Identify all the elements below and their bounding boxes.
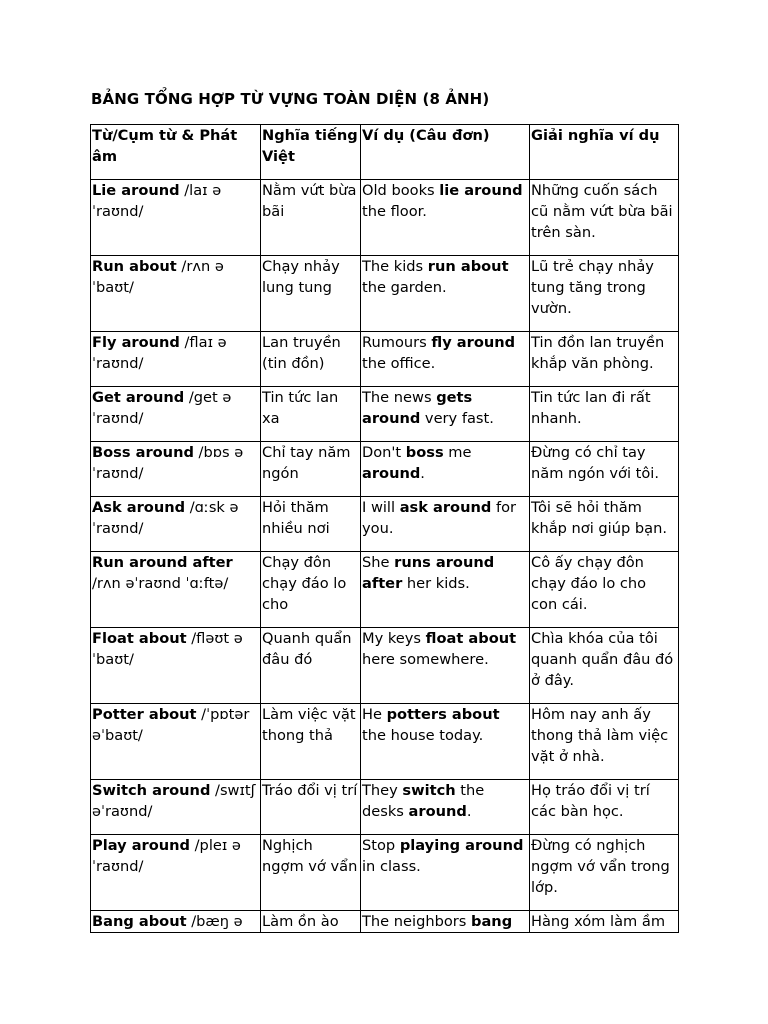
text-run: me <box>443 444 472 461</box>
example-cell <box>361 442 530 497</box>
example-cell <box>361 552 530 628</box>
term-cell <box>91 704 261 780</box>
text-run: He <box>362 706 387 723</box>
text-run: My keys <box>362 630 426 647</box>
text-run: the garden. <box>362 279 447 296</box>
example-cell <box>361 256 530 332</box>
term-cell <box>91 442 261 497</box>
text-run: the desks <box>362 782 485 820</box>
example-cell <box>361 387 530 442</box>
bold-text: Potter about <box>92 706 197 723</box>
meaning-cell: Làm việc vặt thong thả <box>261 704 361 780</box>
explanation-cell: Cô ấy chạy đôn chạy đáo lo cho con cái. <box>530 552 679 628</box>
bold-text: run about <box>427 258 509 275</box>
text-run: for you. <box>362 499 517 537</box>
text-run: /fləʊt ə ˈbaʊt/ <box>92 630 243 668</box>
text-run: her kids. <box>402 575 470 592</box>
term-cell <box>91 628 261 704</box>
table-row <box>91 180 679 256</box>
meaning-cell: Quanh quẩn đâu đó <box>261 628 361 704</box>
page-title: BẢNG TỔNG HỢP TỪ VỰNG TOÀN DIỆN (8 ẢNH) <box>91 90 490 108</box>
explanation-cell: Lũ trẻ chạy nhảy tung tăng trong vườn. <box>530 256 679 332</box>
meaning-cell: Tráo đổi vị trí <box>261 780 361 835</box>
explanation-cell: Họ tráo đổi vị trí các bàn học. <box>530 780 679 835</box>
term-cell <box>91 332 261 387</box>
table-row <box>91 552 679 628</box>
table-row <box>91 387 679 442</box>
term-cell <box>91 387 261 442</box>
example-cell <box>361 497 530 552</box>
text-run: . <box>466 803 472 820</box>
text-run: /laɪ ə ˈraʊnd/ <box>92 182 222 220</box>
explanation-cell: Tin đồn lan truyền khắp văn phòng. <box>530 332 679 387</box>
text-run: /flaɪ ə ˈraʊnd/ <box>92 334 227 372</box>
text-run: The news <box>362 389 437 406</box>
bold-text: playing around <box>399 837 524 854</box>
text-run: the floor. <box>362 203 427 220</box>
bold-text: boss <box>405 444 444 461</box>
text-run: . <box>420 465 425 482</box>
text-run: The kids <box>362 258 428 275</box>
table-row <box>91 256 679 332</box>
table-row <box>91 442 679 497</box>
bold-text: Run around after <box>92 554 233 571</box>
text-run: Old books <box>362 182 440 199</box>
text-run: /ɑːsk ə ˈraʊnd/ <box>92 499 239 537</box>
text-run: The neighbors <box>362 913 472 930</box>
meaning-cell: Lan truyền (tin đồn) <box>261 332 361 387</box>
text-run: /pleɪ ə ˈraʊnd/ <box>92 837 241 875</box>
term-cell <box>91 780 261 835</box>
text-run: /ˈpɒtər əˈbaʊt/ <box>92 706 250 744</box>
table-row <box>91 911 679 933</box>
table-row <box>91 497 679 552</box>
text-run: She <box>362 554 395 571</box>
table-row <box>91 704 679 780</box>
text-run: the house today. <box>362 727 484 744</box>
example-cell <box>361 332 530 387</box>
text-run: /bɒs ə ˈraʊnd/ <box>92 444 244 482</box>
text-run: the office. <box>362 355 436 372</box>
bold-text: around <box>408 803 467 820</box>
header-explanation: Giải nghĩa ví dụ <box>530 125 679 180</box>
meaning-cell: Làm ồn ào <box>261 911 361 933</box>
meaning-cell: Nghịch ngợm vớ vẩn <box>261 835 361 911</box>
text-run: Rumours <box>362 334 432 351</box>
bold-text: Fly around <box>92 334 180 351</box>
text-run: /get ə ˈraʊnd/ <box>92 389 232 427</box>
text-run: I will <box>362 499 400 516</box>
meaning-cell: Chạy nhảy lung tung <box>261 256 361 332</box>
explanation-cell: Hôm nay anh ấy thong thả làm việc vặt ở nhà. <box>530 704 679 780</box>
bold-text: Switch around <box>92 782 211 799</box>
header-meaning: Nghĩa tiếng Việt <box>261 125 361 180</box>
bold-text: Get around <box>92 389 185 406</box>
term-cell <box>91 180 261 256</box>
meaning-cell: Chỉ tay năm ngón <box>261 442 361 497</box>
bold-text: Bang about <box>92 913 187 930</box>
meaning-cell: Nằm vứt bừa bãi <box>261 180 361 256</box>
bold-text: Float about <box>92 630 187 647</box>
example-cell <box>361 780 530 835</box>
explanation-cell: Đừng có nghịch ngợm vớ vẩn trong lớp. <box>530 835 679 911</box>
text-run: very fast. <box>420 410 494 427</box>
text-run: Stop <box>362 837 400 854</box>
term-cell <box>91 497 261 552</box>
table-row <box>91 835 679 911</box>
text-run: /rʌn ə ˈbaʊt/ <box>92 258 224 296</box>
text-run: in class. <box>362 858 421 875</box>
header-term: Từ/Cụm từ & Phát âm <box>91 125 261 180</box>
bold-text: Ask around <box>92 499 186 516</box>
meaning-cell: Chạy đôn chạy đáo lo cho <box>261 552 361 628</box>
table-row <box>91 780 679 835</box>
example-cell <box>361 628 530 704</box>
explanation-cell: Chìa khóa của tôi quanh quẩn đâu đó ở đây. <box>530 628 679 704</box>
bold-text: lie around <box>439 182 523 199</box>
bold-text: switch <box>402 782 456 799</box>
explanation-cell: Hàng xóm làm ầm <box>530 911 679 933</box>
example-cell <box>361 180 530 256</box>
example-cell <box>361 704 530 780</box>
bold-text: bang <box>471 913 513 930</box>
bold-text: potters about <box>386 706 500 723</box>
text-run: Don't <box>362 444 406 461</box>
explanation-cell: Đừng có chỉ tay năm ngón với tôi. <box>530 442 679 497</box>
text-run: here somewhere. <box>362 651 489 668</box>
meaning-cell: Hỏi thăm nhiều nơi <box>261 497 361 552</box>
bold-text: Lie around <box>92 182 180 199</box>
example-cell <box>361 911 530 933</box>
bold-text: Boss around <box>92 444 194 461</box>
text-run: /rʌn əˈraʊnd ˈɑːftə/ <box>92 575 229 592</box>
explanation-cell: Những cuốn sách cũ nằm vứt bừa bãi trên sàn. <box>530 180 679 256</box>
bold-text: around <box>362 465 421 482</box>
bold-text: gets around <box>362 389 473 427</box>
table-row <box>91 628 679 704</box>
bold-text: fly around <box>431 334 516 351</box>
term-cell <box>91 835 261 911</box>
bold-text: ask around <box>399 499 492 516</box>
bold-text: runs around after <box>362 554 495 592</box>
term-cell <box>91 911 261 933</box>
text-run: /swɪtʃ əˈraʊnd/ <box>92 782 256 820</box>
bold-text: float about <box>425 630 517 647</box>
header-example: Ví dụ (Câu đơn) <box>361 125 530 180</box>
bold-text: Play around <box>92 837 190 854</box>
text-run: They <box>362 782 403 799</box>
text-run: /bæŋ ə <box>186 913 243 930</box>
term-cell <box>91 552 261 628</box>
meaning-cell: Tin tức lan xa <box>261 387 361 442</box>
example-cell <box>361 835 530 911</box>
explanation-cell: Tin tức lan đi rất nhanh. <box>530 387 679 442</box>
explanation-cell: Tôi sẽ hỏi thăm khắp nơi giúp bạn. <box>530 497 679 552</box>
bold-text: Run about <box>92 258 177 275</box>
term-cell <box>91 256 261 332</box>
table-header-row <box>91 125 679 180</box>
vocabulary-table <box>90 124 679 933</box>
table-row <box>91 332 679 387</box>
